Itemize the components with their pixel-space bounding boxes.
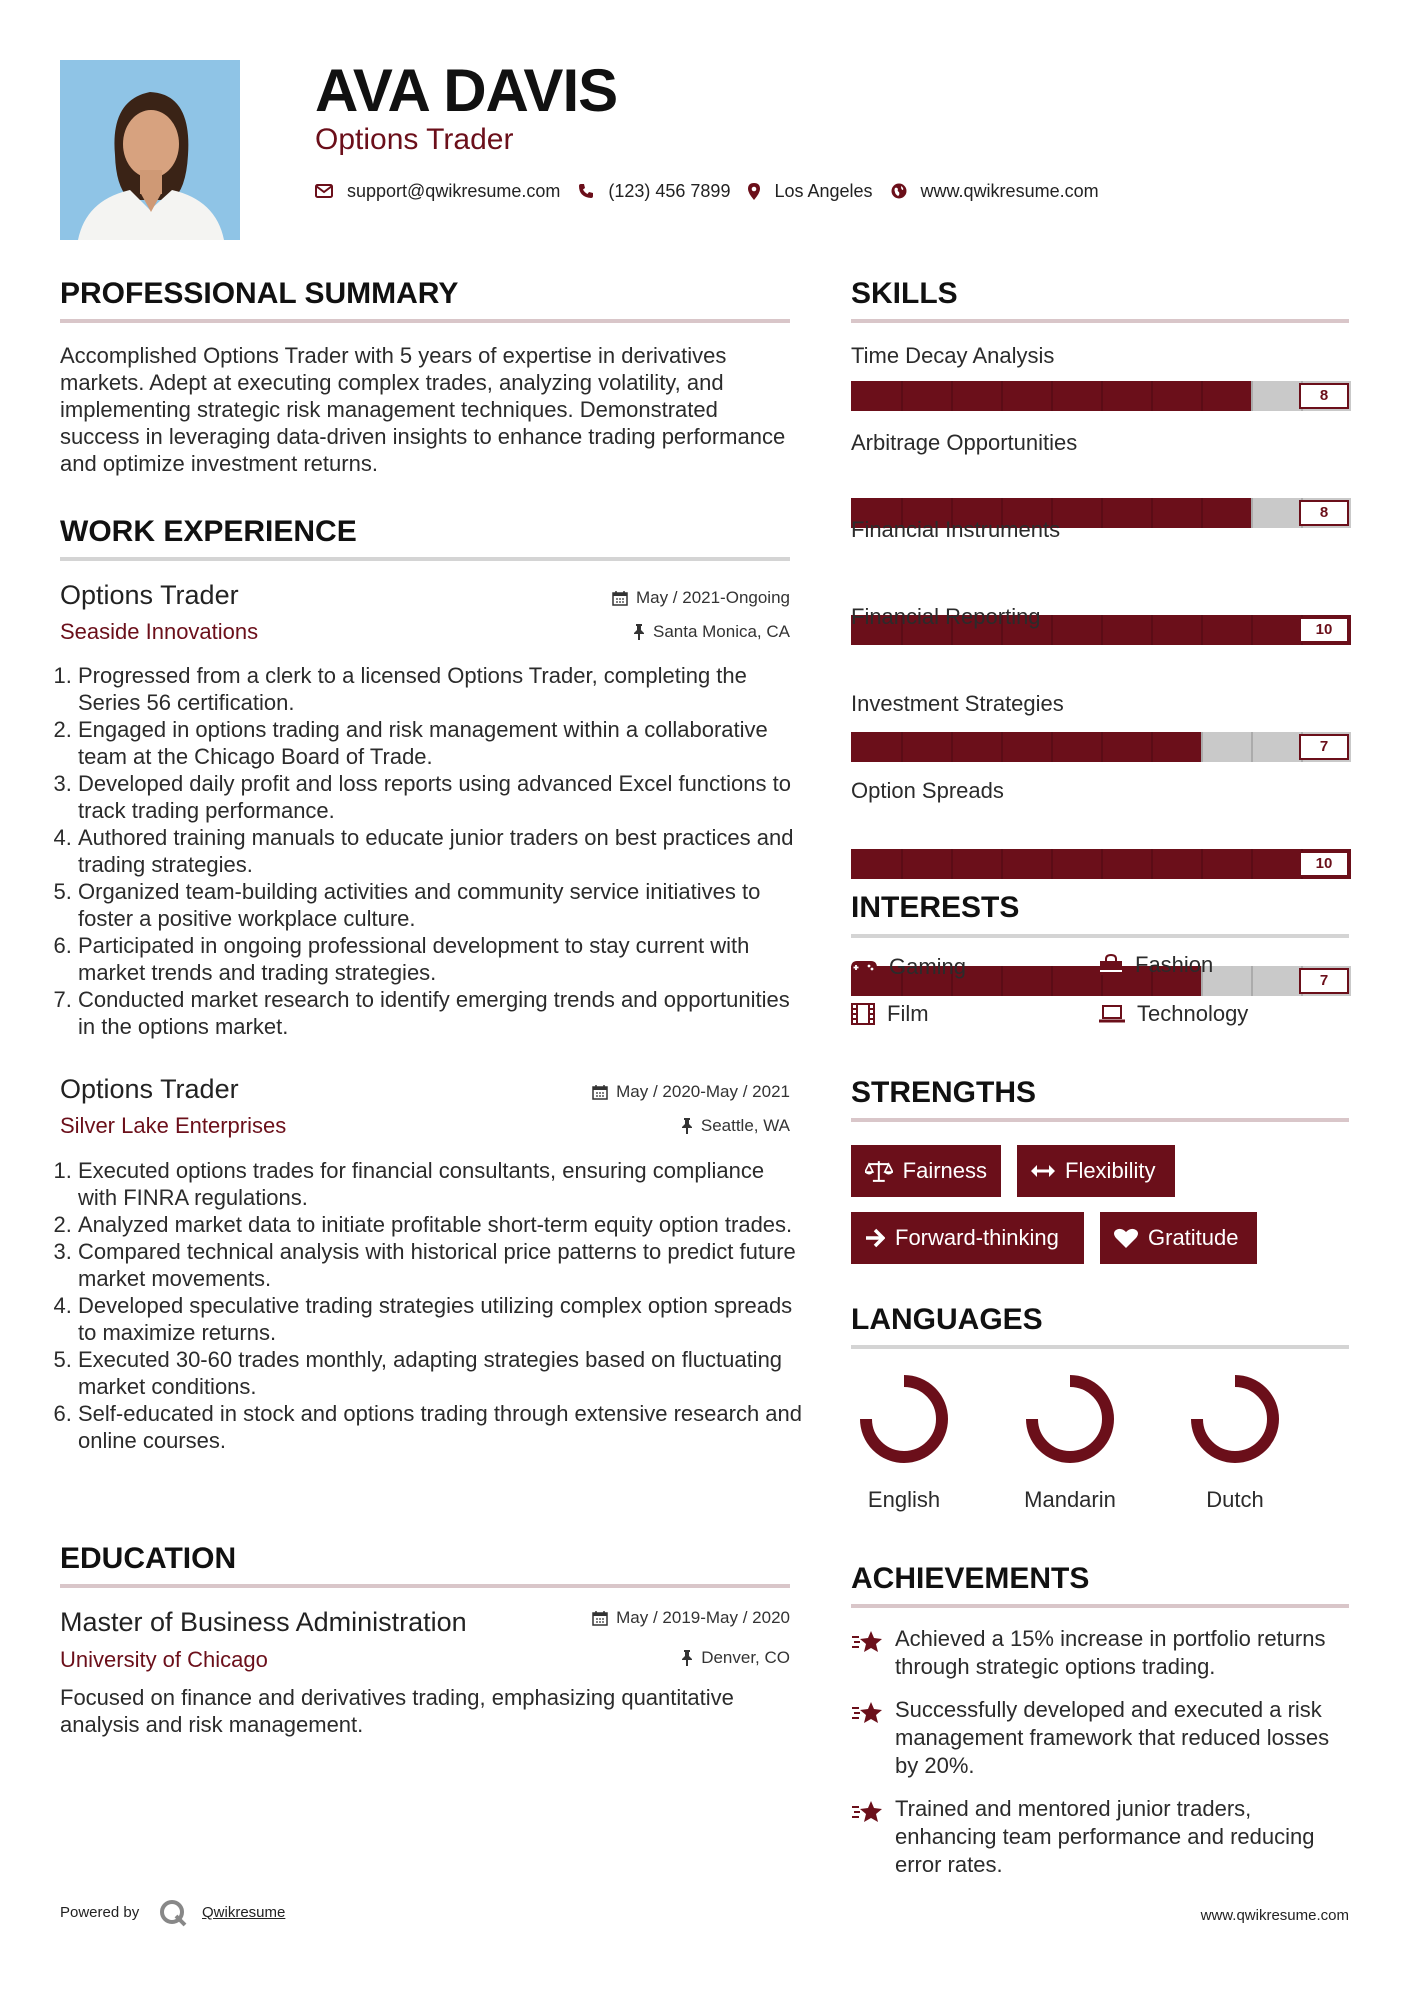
achievement-item: Trained and mentored junior traders, enhancing team performance and reducing error rates. bbox=[851, 1795, 1351, 1879]
job-date: May / 2021-Ongoing bbox=[440, 588, 790, 608]
skills-heading: SKILLS bbox=[851, 277, 958, 310]
strength-tag: Fairness bbox=[851, 1145, 1001, 1197]
skill-bar-segment bbox=[1251, 615, 1253, 645]
summary-divider bbox=[60, 319, 790, 323]
skills-divider bbox=[851, 319, 1349, 323]
list-item: 2. Engaged in options trading and risk management within a collaborative team at the Chicago Board of Trade. bbox=[78, 716, 808, 770]
shooting-star-icon bbox=[851, 1799, 883, 1825]
job-company: Silver Lake Enterprises bbox=[60, 1113, 287, 1138]
arrows-horizontal-icon bbox=[1031, 1164, 1055, 1178]
calendar-icon bbox=[592, 1084, 608, 1100]
contact-phone[interactable] bbox=[578, 181, 730, 202]
languages-divider bbox=[851, 1345, 1349, 1349]
skill-bar-segment bbox=[1001, 966, 1003, 996]
language-level-arc bbox=[866, 1381, 942, 1457]
contact-email[interactable] bbox=[315, 181, 560, 202]
map-pin-icon bbox=[748, 183, 760, 200]
skill-bar-segment bbox=[1201, 381, 1203, 411]
skill-bar-segment bbox=[1051, 732, 1053, 762]
list-item: 7. Conducted market research to identify emerging trends and opportunities in the options market. bbox=[78, 986, 808, 1040]
list-item: 3. Compared technical analysis with historical price patterns to predict future market movements. bbox=[78, 1238, 808, 1292]
education-description: Focused on finance and derivatives trading, emphasizing quantitative analysis and risk management. bbox=[60, 1685, 734, 1737]
strength-tag: Forward-thinking bbox=[851, 1212, 1084, 1264]
education-heading: EDUCATION bbox=[60, 1542, 237, 1575]
candidate-name: AVA DAVIS bbox=[315, 57, 618, 124]
job-date: May / 2020-May / 2021 bbox=[440, 1082, 790, 1102]
language-name: English bbox=[867, 1487, 941, 1512]
strengths-divider bbox=[851, 1118, 1349, 1122]
education-divider bbox=[60, 1584, 790, 1588]
list-item: 2. Analyzed market data to initiate profitable short-term equity option trades. bbox=[78, 1211, 808, 1238]
skill-bar bbox=[851, 381, 1351, 411]
job-title: Options Trader bbox=[60, 580, 239, 610]
job-location: Santa Monica, CA bbox=[440, 622, 790, 642]
skill-bar-segment bbox=[901, 732, 903, 762]
interest-item: Fashion bbox=[1099, 952, 1213, 978]
language-name: Dutch bbox=[1206, 1487, 1264, 1512]
laptop-icon bbox=[1099, 1004, 1125, 1024]
skill-bar-segment bbox=[1251, 732, 1253, 762]
powered-by-label: Powered by bbox=[60, 1904, 140, 1921]
skill-bar-segment bbox=[1201, 615, 1203, 645]
list-item: 6. Self-educated in stock and options trading through extensive research and online courses. bbox=[78, 1400, 808, 1454]
education-location: Denver, CO bbox=[440, 1648, 790, 1668]
skill-bar-segment bbox=[1001, 849, 1003, 879]
list-item: 4. Developed speculative trading strategies utilizing complex option spreads to maximize returns. bbox=[78, 1292, 808, 1346]
summary-heading: PROFESSIONAL SUMMARY bbox=[60, 277, 459, 310]
contact-website[interactable] bbox=[891, 181, 1099, 202]
skill-name: Option Spreads bbox=[851, 778, 1004, 803]
achievements-divider bbox=[851, 1604, 1349, 1608]
list-item: 1. Executed options trades for financial consultants, ensuring compliance with FINRA regulations. bbox=[78, 1157, 808, 1211]
experience-divider bbox=[60, 557, 790, 561]
qwikresume-logo bbox=[158, 1898, 188, 1928]
calendar-icon bbox=[592, 1610, 608, 1626]
skill-score: 10 bbox=[1299, 851, 1349, 877]
footer-website-link[interactable]: www.qwikresume.com bbox=[1200, 1907, 1349, 1924]
strength-tag: Flexibility bbox=[1017, 1145, 1175, 1197]
language-name: Mandarin bbox=[1024, 1487, 1116, 1512]
language-level-ring bbox=[1024, 1373, 1116, 1465]
skill-bar-segment bbox=[1201, 498, 1203, 528]
skill-bar-segment bbox=[951, 732, 953, 762]
shopping-bag-icon bbox=[1099, 954, 1123, 976]
skill-score: 7 bbox=[1299, 968, 1349, 994]
interest-item: Technology bbox=[1099, 1001, 1248, 1027]
language-level-arc bbox=[1032, 1381, 1108, 1457]
skill-bar-segment bbox=[1151, 615, 1153, 645]
skill-bar-segment bbox=[1251, 381, 1253, 411]
skill-bar-segment bbox=[951, 381, 953, 411]
skill-bar-segment bbox=[1001, 381, 1003, 411]
skill-score: 8 bbox=[1299, 500, 1349, 526]
skill-bar-segment bbox=[1051, 966, 1053, 996]
skill-bar-segment bbox=[1251, 498, 1253, 528]
skill-score: 10 bbox=[1299, 617, 1349, 643]
skill-bar-segment bbox=[1051, 615, 1053, 645]
skill-bar-segment bbox=[1101, 732, 1103, 762]
skill-bar-segment bbox=[1101, 498, 1103, 528]
contact-bar bbox=[315, 176, 1117, 206]
skill-bar bbox=[851, 732, 1351, 762]
skill-name: Financial Reporting bbox=[851, 604, 1041, 629]
strengths-heading: STRENGTHS bbox=[851, 1076, 1037, 1109]
achievements-heading: ACHIEVEMENTS bbox=[851, 1562, 1090, 1595]
interests-heading: INTERESTS bbox=[851, 891, 1020, 924]
school-name: University of Chicago bbox=[60, 1647, 268, 1672]
education-date: May / 2019-May / 2020 bbox=[440, 1608, 790, 1628]
film-icon bbox=[851, 1003, 875, 1025]
experience-heading: WORK EXPERIENCE bbox=[60, 515, 357, 548]
pushpin-icon bbox=[681, 1118, 693, 1134]
achievement-item: Successfully developed and executed a risk management framework that reduced losses by 20%. bbox=[851, 1696, 1351, 1780]
phone-icon bbox=[578, 183, 594, 199]
skill-bar-segment bbox=[1051, 849, 1053, 879]
heart-icon bbox=[1114, 1228, 1138, 1248]
list-item: 4. Authored training manuals to educate junior traders on best practices and trading strategies. bbox=[78, 824, 808, 878]
skill-name: Arbitrage Opportunities bbox=[851, 430, 1078, 455]
skill-bar bbox=[851, 849, 1351, 879]
language-level-ring bbox=[858, 1373, 950, 1465]
skill-bar-segment bbox=[1101, 381, 1103, 411]
profile-photo bbox=[60, 60, 240, 240]
skill-bar-segment bbox=[1251, 966, 1253, 996]
interests-divider bbox=[851, 934, 1349, 938]
balance-scale-icon bbox=[865, 1160, 893, 1182]
skill-bar-fill bbox=[851, 732, 1201, 762]
candidate-role: Options Trader bbox=[315, 123, 514, 156]
skill-bar-segment bbox=[1151, 849, 1153, 879]
summary-text: Accomplished Options Trader with 5 years of expertise in derivatives markets. Adept at executing complex trades, analyzing volatility, and implementing strategic risk management techniques. Demonstrated success in leveraging data-driven insights to enhance trading performance and optimize investment returns. bbox=[60, 343, 786, 476]
skill-bar-segment bbox=[951, 849, 953, 879]
language-level-arc bbox=[1197, 1381, 1273, 1457]
shooting-star-icon bbox=[851, 1629, 883, 1655]
skill-bar-segment bbox=[1251, 849, 1253, 879]
website-text: www.qwikresume.com bbox=[920, 180, 1099, 201]
pushpin-icon bbox=[633, 624, 645, 640]
skill-name: Investment Strategies bbox=[851, 691, 1064, 716]
skill-bar-segment bbox=[1051, 381, 1053, 411]
language-level-ring bbox=[1189, 1373, 1281, 1465]
skill-name: Time Decay Analysis bbox=[851, 343, 1055, 368]
location-text: Los Angeles bbox=[774, 180, 873, 201]
calendar-icon bbox=[612, 590, 628, 606]
skill-score: 8 bbox=[1299, 383, 1349, 409]
interest-item: Gaming bbox=[851, 954, 966, 980]
list-item: 5. Executed 30-60 trades monthly, adapting strategies based on fluctuating market conditions. bbox=[78, 1346, 808, 1400]
pushpin-icon bbox=[681, 1650, 693, 1666]
languages-heading: LANGUAGES bbox=[851, 1303, 1043, 1336]
shooting-star-icon bbox=[851, 1700, 883, 1726]
arrow-right-icon bbox=[865, 1228, 885, 1248]
skill-bar-segment bbox=[1001, 732, 1003, 762]
globe-icon bbox=[891, 183, 907, 199]
skill-bar-segment bbox=[1151, 381, 1153, 411]
achievement-item: Achieved a 15% increase in portfolio returns through strategic options trading. bbox=[851, 1625, 1351, 1681]
job-location: Seattle, WA bbox=[440, 1116, 790, 1136]
email-text: support@qwikresume.com bbox=[347, 180, 561, 201]
interest-item: Film bbox=[851, 1001, 929, 1027]
phone-text: (123) 456 7899 bbox=[608, 180, 731, 201]
qwikresume-link[interactable]: Qwikresume bbox=[202, 1904, 286, 1921]
skill-bar-segment bbox=[1151, 732, 1153, 762]
list-item: 1. Progressed from a clerk to a licensed Options Trader, completing the Series 56 certification. bbox=[78, 662, 808, 716]
job-company: Seaside Innovations bbox=[60, 619, 259, 644]
list-item: 5. Organized team-building activities and community service initiatives to foster a positive workplace culture. bbox=[78, 878, 808, 932]
degree-title: Master of Business Administration bbox=[60, 1607, 467, 1637]
job-bullets bbox=[60, 1157, 808, 1454]
job-bullets bbox=[60, 662, 808, 1040]
skill-bar-segment bbox=[1101, 849, 1103, 879]
skill-bar-segment bbox=[901, 381, 903, 411]
skill-name: Financial Instruments bbox=[851, 517, 1061, 542]
skill-bar-segment bbox=[1201, 849, 1203, 879]
job-title: Options Trader bbox=[60, 1074, 239, 1104]
strength-tag: Gratitude bbox=[1100, 1212, 1257, 1264]
skill-bar-segment bbox=[901, 849, 903, 879]
contact-location bbox=[748, 181, 872, 202]
skill-bar-segment bbox=[1201, 732, 1203, 762]
skill-bar-segment bbox=[1101, 615, 1103, 645]
skill-bar-segment bbox=[1151, 498, 1153, 528]
envelope-icon bbox=[315, 184, 333, 198]
gamepad-icon bbox=[851, 959, 877, 975]
list-item: 3. Developed daily profit and loss reports using advanced Excel functions to track trading performance. bbox=[78, 770, 808, 824]
list-item: 6. Participated in ongoing professional development to stay current with market trends and trading strategies. bbox=[78, 932, 808, 986]
skill-score: 7 bbox=[1299, 734, 1349, 760]
